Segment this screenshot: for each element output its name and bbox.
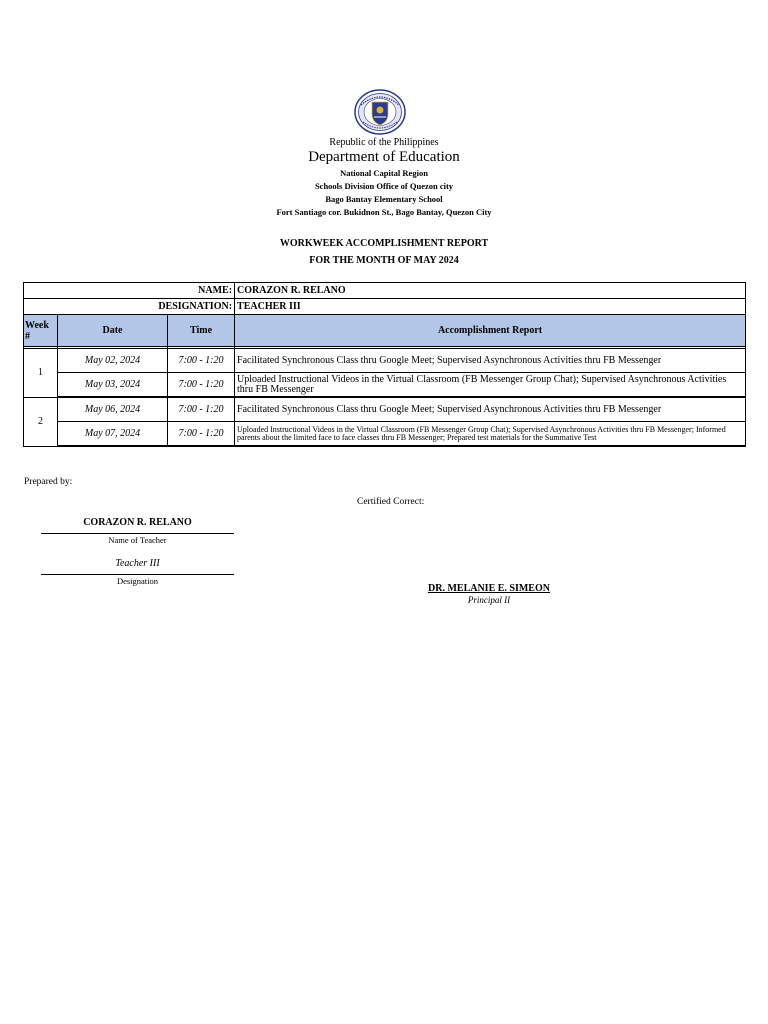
table-row [24,373,746,398]
division-line: Schools Division Office of Quezon city [314,181,454,191]
time-cell: 7:00 - 1:20 [168,422,235,447]
column-header-week: Week # [24,315,58,347]
report-cell: Facilitated Synchronous Class thru Google Meet; Supervised Asynchronous Activities thru FB Messenger [235,397,746,422]
name-value: CORAZON R. RELANO [235,283,746,299]
report-month: FOR THE MONTH OF MAY 2024 [309,255,459,266]
name-caption: Name of Teacher [108,535,167,545]
table-row [24,397,746,422]
week-number: 1 [24,349,58,398]
principal-name: DR. MELANIE E. SIMEON [428,583,550,594]
date-cell: May 02, 2024 [58,349,168,373]
report-cell: Facilitated Synchronous Class thru Google Meet; Supervised Asynchronous Activities thru FB Messenger [235,349,746,373]
designation-label: DESIGNATION: [24,299,235,315]
date-cell: May 06, 2024 [58,397,168,422]
deped-seal-logo [353,89,407,135]
report-cell: Uploaded Instructional Videos in the Virtual Classroom (FB Messenger Group Chat); Supervised Asynchronous Activities thru FB Messenger; Informed parents about the limited face to face classes thru FB Messenger; Prepared test materials for the Summative Test [235,422,746,447]
teacher-signatory-name: CORAZON R. RELANO [83,517,192,528]
region-line: National Capital Region [340,168,428,178]
column-header-row [24,315,746,347]
name-row [24,283,746,299]
report-cell: Uploaded Instructional Videos in the Virtual Classroom (FB Messenger Group Chat); Supervised Asynchronous Activities thru FB Messenger [235,373,746,398]
accomplishment-table [23,282,746,447]
certified-correct-label: Certified Correct: [357,497,425,507]
column-header-date: Date [58,315,168,347]
principal-title: Principal II [467,595,511,605]
prepared-by-label: Prepared by: [24,477,73,487]
time-cell: 7:00 - 1:20 [168,397,235,422]
name-label: NAME: [24,283,235,299]
column-header-time: Time [168,315,235,347]
time-cell: 7:00 - 1:20 [168,373,235,398]
table-row [24,422,746,447]
date-cell: May 07, 2024 [58,422,168,447]
time-cell: 7:00 - 1:20 [168,349,235,373]
date-cell: May 03, 2024 [58,373,168,398]
signature-line [41,533,234,534]
table-row [24,349,746,373]
designation-caption: Designation [116,576,159,586]
republic-line: Republic of the Philippines [329,137,439,148]
designation-row [24,299,746,315]
week-number: 2 [24,397,58,446]
report-title: WORKWEEK ACCOMPLISHMENT REPORT [279,238,489,249]
column-header-report: Accomplishment Report [235,315,746,347]
designation-value: TEACHER III [235,299,746,315]
school-name: Bago Bantay Elementary School [325,194,443,204]
designation-line [41,574,234,575]
school-address: Fort Santiago cor. Bukidnon St., Bago Bantay, Quezon City [276,207,492,217]
department-name: Department of Education [308,149,460,165]
teacher-designation: Teacher III [115,558,160,569]
